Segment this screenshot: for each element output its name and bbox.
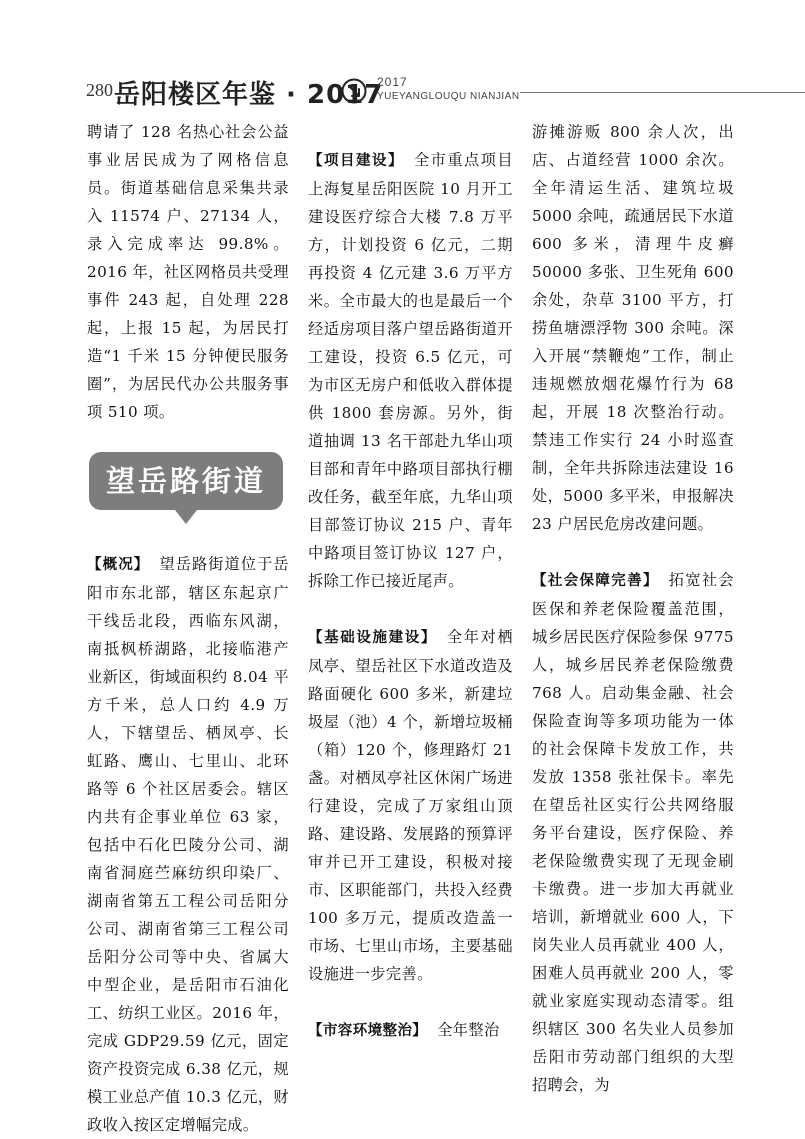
circle-down-right-arrow-icon: [341, 78, 367, 104]
overview-paragraph: [87, 550, 289, 1139]
badge-tail: [175, 510, 197, 524]
english-year: 2017: [377, 75, 408, 89]
text-column-1: [87, 118, 289, 1139]
env-continued-paragraph: 游摊游贩 800 余人次，出店、占道经营 1000 余次。全年清运生活、建筑垃圾 5000 余吨，疏通居民下水道 600 多米，清理牛皮癣 50000 多张、卫生死角 600 余处，杂草 3100 平方，打捞鱼塘漂浮物 300 余吨。深入开展“禁鞭炮”工作，制止违规燃放烟花爆竹行为 68 起，开展 18 次整治行动。禁违工作实行 24 小时巡查制，全年共拆除违法建设 16 处，5000 多平米，申报解决 23 户居民危房改建问题。: [532, 123, 734, 533]
book-title: 岳阳楼区年鉴 · 2017: [114, 80, 384, 110]
social-text: 拓宽社会医保和养老保险覆盖范围，城乡居民医疗保险参保 9775 人，城乡居民养老保险缴费 768 人。启动集金融、社会保险查询等多项功能为一体的社会保障卡发放工作，共发放 1358 张社保卡。率先在望岳社区实行公共网络服务平台建设，医疗保险、养老保险缴费实现了无现金刷卡缴费。进一步加大再就业培训，新增就业 600 人，下岗失业人员再就业 400 人，困难人员再就业 200 人，零就业家庭实现动态清零。组织辖区 300 名失业人员参加岳阳市劳动部门组织的大型招聘会，为: [532, 571, 734, 1094]
infra-text: 全年对栖凤亭、望岳社区下水道改造及路面硬化 600 多米，新建垃圾屋（池）4 个，新增垃圾桶（箱）120 个，修理路灯 21 盏。对栖凤亭社区休闲广场进行建设，完成了万家组山顶路、建设路、发展路的预算评审并已开工建设，积极对接市、区职能部门，共投入经费 100 多万元，提质改造盖一市场、七里山市场，主要基础设施进一步完善。: [308, 628, 513, 983]
english-title: YUEYANGLOUQU NIANJIAN: [377, 91, 520, 102]
overview-text: 望岳路街道位于岳阳市东北部，辖区东起京广干线岳北段，西临东风湖，南抵枫桥湖路，北接临港产业新区，街域面积约 8.04 平方千米，总人口约 4.9 万人，下辖望岳、栖凤亭、长虹路、鹰山、七里山、北环路等 6 个社区居委会。辖区内共有企事业单位 63 家，包括中石化巴陵分公司、湖南省洞庭苎麻纺织印染厂、湖南省第五工程公司岳阳分公司、湖南省第三工程公司岳阳分公司等中央、省属大中型企业，是岳阳市石油化工、纺织工业区。2016 年，完成 GDP29.59 亿元，固定资产投资完成 6.38 亿元，规模工业总产值 10.3 亿元，财政收入按区定增幅完成。: [87, 555, 289, 1134]
social-tag: 【社会保障完善】: [532, 573, 659, 589]
text-column-3: [532, 118, 734, 1099]
intro-paragraph: 聘请了 128 名热心社会公益事业居民成为了网格信息员。街道基础信息采集共录入 11574 户、27134 人，录入完成率达 99.8%。2016 年，社区网格员共受理事件 243 起，自处理 228 起，上报 15 起，为居民打造“1 千米 15 分钟便民服务圈”，为居民代办公共服务事项 510 项。: [87, 123, 289, 421]
env-paragraph: [308, 1016, 513, 1045]
section-title: 望岳路街道: [105, 464, 266, 498]
page-number: 280: [86, 80, 113, 100]
project-tag: 【项目建设】: [308, 153, 404, 169]
project-paragraph: [308, 146, 513, 595]
page-header: [0, 0, 805, 115]
text-column-2: [308, 118, 513, 1045]
env-text: 全年整治: [437, 1021, 500, 1039]
header-rule: [520, 92, 805, 93]
env-tag: 【市容环境整治】: [308, 1023, 428, 1039]
section-title-badge: [89, 452, 283, 510]
overview-tag: 【概况】: [87, 557, 150, 573]
social-paragraph: [532, 566, 734, 1099]
infra-paragraph: [308, 623, 513, 988]
infra-tag: 【基础设施建设】: [308, 630, 437, 646]
project-text: 全市重点项目上海复星岳阳医院 10 月开工建设医疗综合大楼 7.8 万平方，计划投资 6 亿元，二期再投资 4 亿元建 3.6 万平方米。全市最大的也是最后一个经适房项目落户望岳路街道开工建设，投资 6.5 亿元，可为市区无房户和低收入群体提供 1800 套房源。另外，街道抽调 13 名干部赴九华山项目部和青年中路项目部执行棚改任务，截至年底，九华山项目部签订协议 215 户、青年中路项目签订协议 127 户，拆除工作已接近尾声。: [308, 151, 513, 590]
